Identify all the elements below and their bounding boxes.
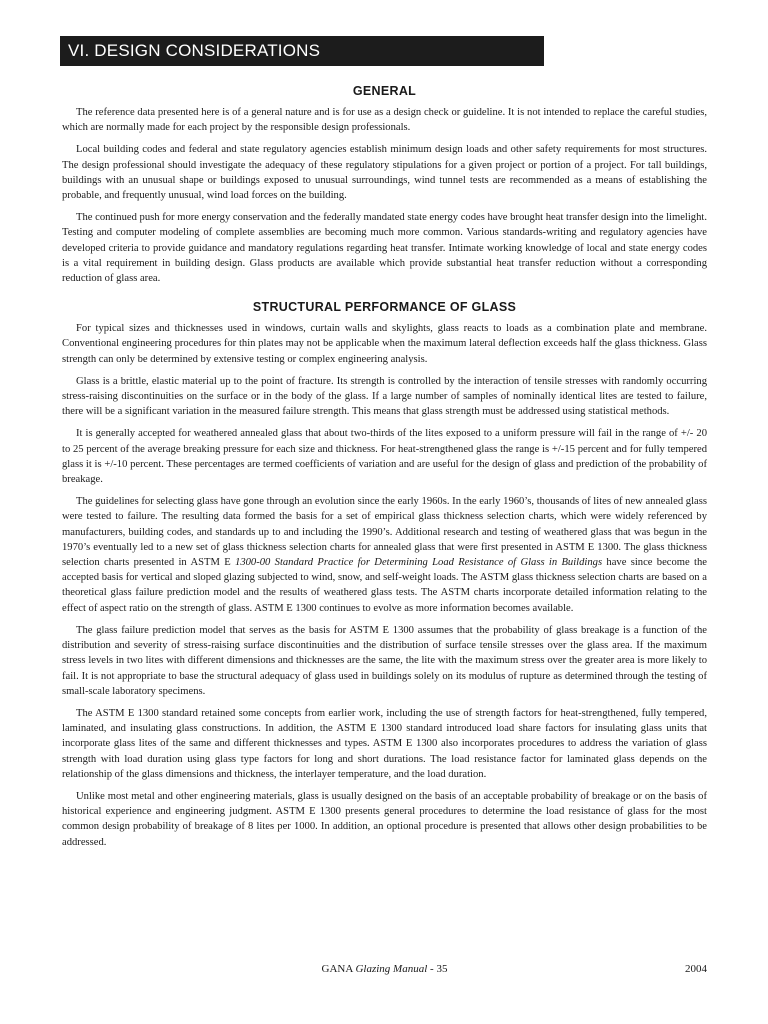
section-title: VI. DESIGN CONSIDERATIONS	[68, 41, 321, 60]
footer-manual-name: Glazing Manual	[355, 963, 428, 975]
heading-structural-performance: STRUCTURAL PERFORMANCE OF GLASS	[252, 300, 517, 315]
structural-paragraph-6: The ASTM E 1300 standard retained some concepts from earlier work, including the use of strength factors for heat-strengthened, fully tempered, laminated, and insulating glass constructions. In addition, the ASTM E 1300 standard introduced load share factors for insulating glass units that incorporate glass lites of the same and different thicknesses and types. ASTM E 1300 also incorporates procedures to address the variation of glass strength with load duration using glass type factors for long and short durations. The load resistance factor for laminated glass depends on the relationship of the glass dimensions and thickness, the interlayer temperature, and the load duration.	[62, 707, 707, 780]
paragraph-4-text-end: have since become the accepted basis for vertical and sloped glazing subjected to wind, snow, and self-weight loads. The ASTM glass thickness selection charts are based on a theoretical glass failure prediction model and the results of weathered glass tests. The ASTM charts incorporate detailed information relating to the effect of aspect ratio on the strength of glass. ASTM E 1300 continues to evolve as more information becomes available.	[62, 557, 707, 614]
footer-manual-title	[62, 963, 707, 975]
paragraph-4-text-start: The guidelines for selecting glass have gone through an evolution since the early 1960s. In the early 1960’s, thousands of lites of new annealed glass were tested to failure. The resulting data formed the basis for a set of empirical glass thickness selection charts, which were widely referenced by manufacturers, building codes, and standards up to and including the 1990’s. Additional research and testing of weathered glass that was begun in the 1970’s eventually led to a new set of glass thickness selection charts for annealed glass that were first presented in ASTM E 1300. The glass thickness selection charts presented in ASTM E	[62, 496, 707, 569]
general-paragraph-2: Local building codes and federal and state regulatory agencies establish minimum design loads and other safety requirements for most structures. The design professional should investigate the adequacy of these regulatory stipulations for a given project or portion of a project. For tall buildings, buildings with an unusual shape or buildings exposed to unusual surroundings, wind tunnel tests are recommended as a means of establishing the probable, and frequently unusual, wind load forces on the building.	[62, 144, 707, 202]
structural-paragraph-4	[62, 494, 707, 616]
structural-paragraph-2: Glass is a brittle, elastic material up to the point of fracture. Its strength is controlled by the interaction of tensile stresses with randomly occurring stress-raising discontinuities on the surface or in the body of the glass. If a large number of samples of nominally identical lites are tested to failure, there will be a significant variation in the measured failure strength. This means that glass strength must be addressed using statistical methods.	[62, 375, 707, 418]
structural-paragraph-5: The glass failure prediction model that serves as the basis for ASTM E 1300 assumes that the probability of glass breakage is a function of the distribution and severity of stress-raising surface discontinuities and the distribution of surface tensile stresses over the glass area. If the maximum stress levels in two lites with different dimensions and thicknesses are the same, the lite with the maximum stress over the greater area is more likely to fail. It is not appropriate to base the structural adequacy of glass used in buildings solely on its modulus of rupture as determined through the testing of small-scale laboratory specimens.	[62, 624, 707, 697]
footer-year: 2004	[685, 963, 707, 975]
heading-general: GENERAL	[352, 84, 417, 98]
structural-paragraph-3: It is generally accepted for weathered annealed glass that about two-thirds of the lites exposed to a uniform pressure will fail in the range of +/- 20 to 25 percent of the average breaking pressure for each size and thickness. For heat-strengthened glass the range is +/-15 percent and for fully tempered glass it is +/-10 percent. These percentages are termed coefficients of variation and are useful for the design of glass and prediction of the probability of breakage.	[62, 428, 707, 486]
general-paragraph-3: The continued push for more energy conservation and the federally mandated state energy codes have brought heat transfer design into the limelight. Testing and computer modeling of complete assemblies are becoming much more common. Various standards-writing and regulatory agencies have developed criteria to provide guidance and mandatory regulations regarding heat transfer. Intimate working knowledge of local and state energy codes is a vital requirement in building design. Glass products are available which provide substantial heat transfer reduction without a corresponding reduction of glass area.	[62, 212, 707, 285]
page-footer	[62, 963, 707, 979]
structural-paragraph-1: For typical sizes and thicknesses used in windows, curtain walls and skylights, glass reacts to loads as a combination plate and membrane. Conventional engineering procedures for thin plates may not be applicable when the maximum lateral deflection exceeds half the glass thickness. Glass strength can only be determined by extensive testing or complex engineering analysis.	[62, 323, 707, 365]
page-content	[62, 84, 707, 857]
footer-page-number: - 35	[427, 963, 448, 975]
standard-title-italic: 1300-00 Standard Practice for Determining Load Resistance of Glass in Buildings	[235, 557, 603, 569]
section-banner	[60, 36, 544, 66]
general-paragraph-1: The reference data presented here is of a general nature and is for use as a design check or guideline. It is not intended to replace the careful studies, which are normally made for each project by the responsible design professionals.	[62, 107, 707, 134]
footer-org: GANA	[321, 963, 356, 975]
structural-paragraph-7: Unlike most metal and other engineering materials, glass is usually designed on the basis of an acceptable probability of breakage or on the basis of historical experience and engineering judgment. ASTM E 1300 presents general procedures to determine the load resistance of glass for the most common design probability of breakage of 8 lites per 1000. In addition, an optional procedure is presented that allows other design probabilities to be addressed.	[62, 790, 707, 848]
